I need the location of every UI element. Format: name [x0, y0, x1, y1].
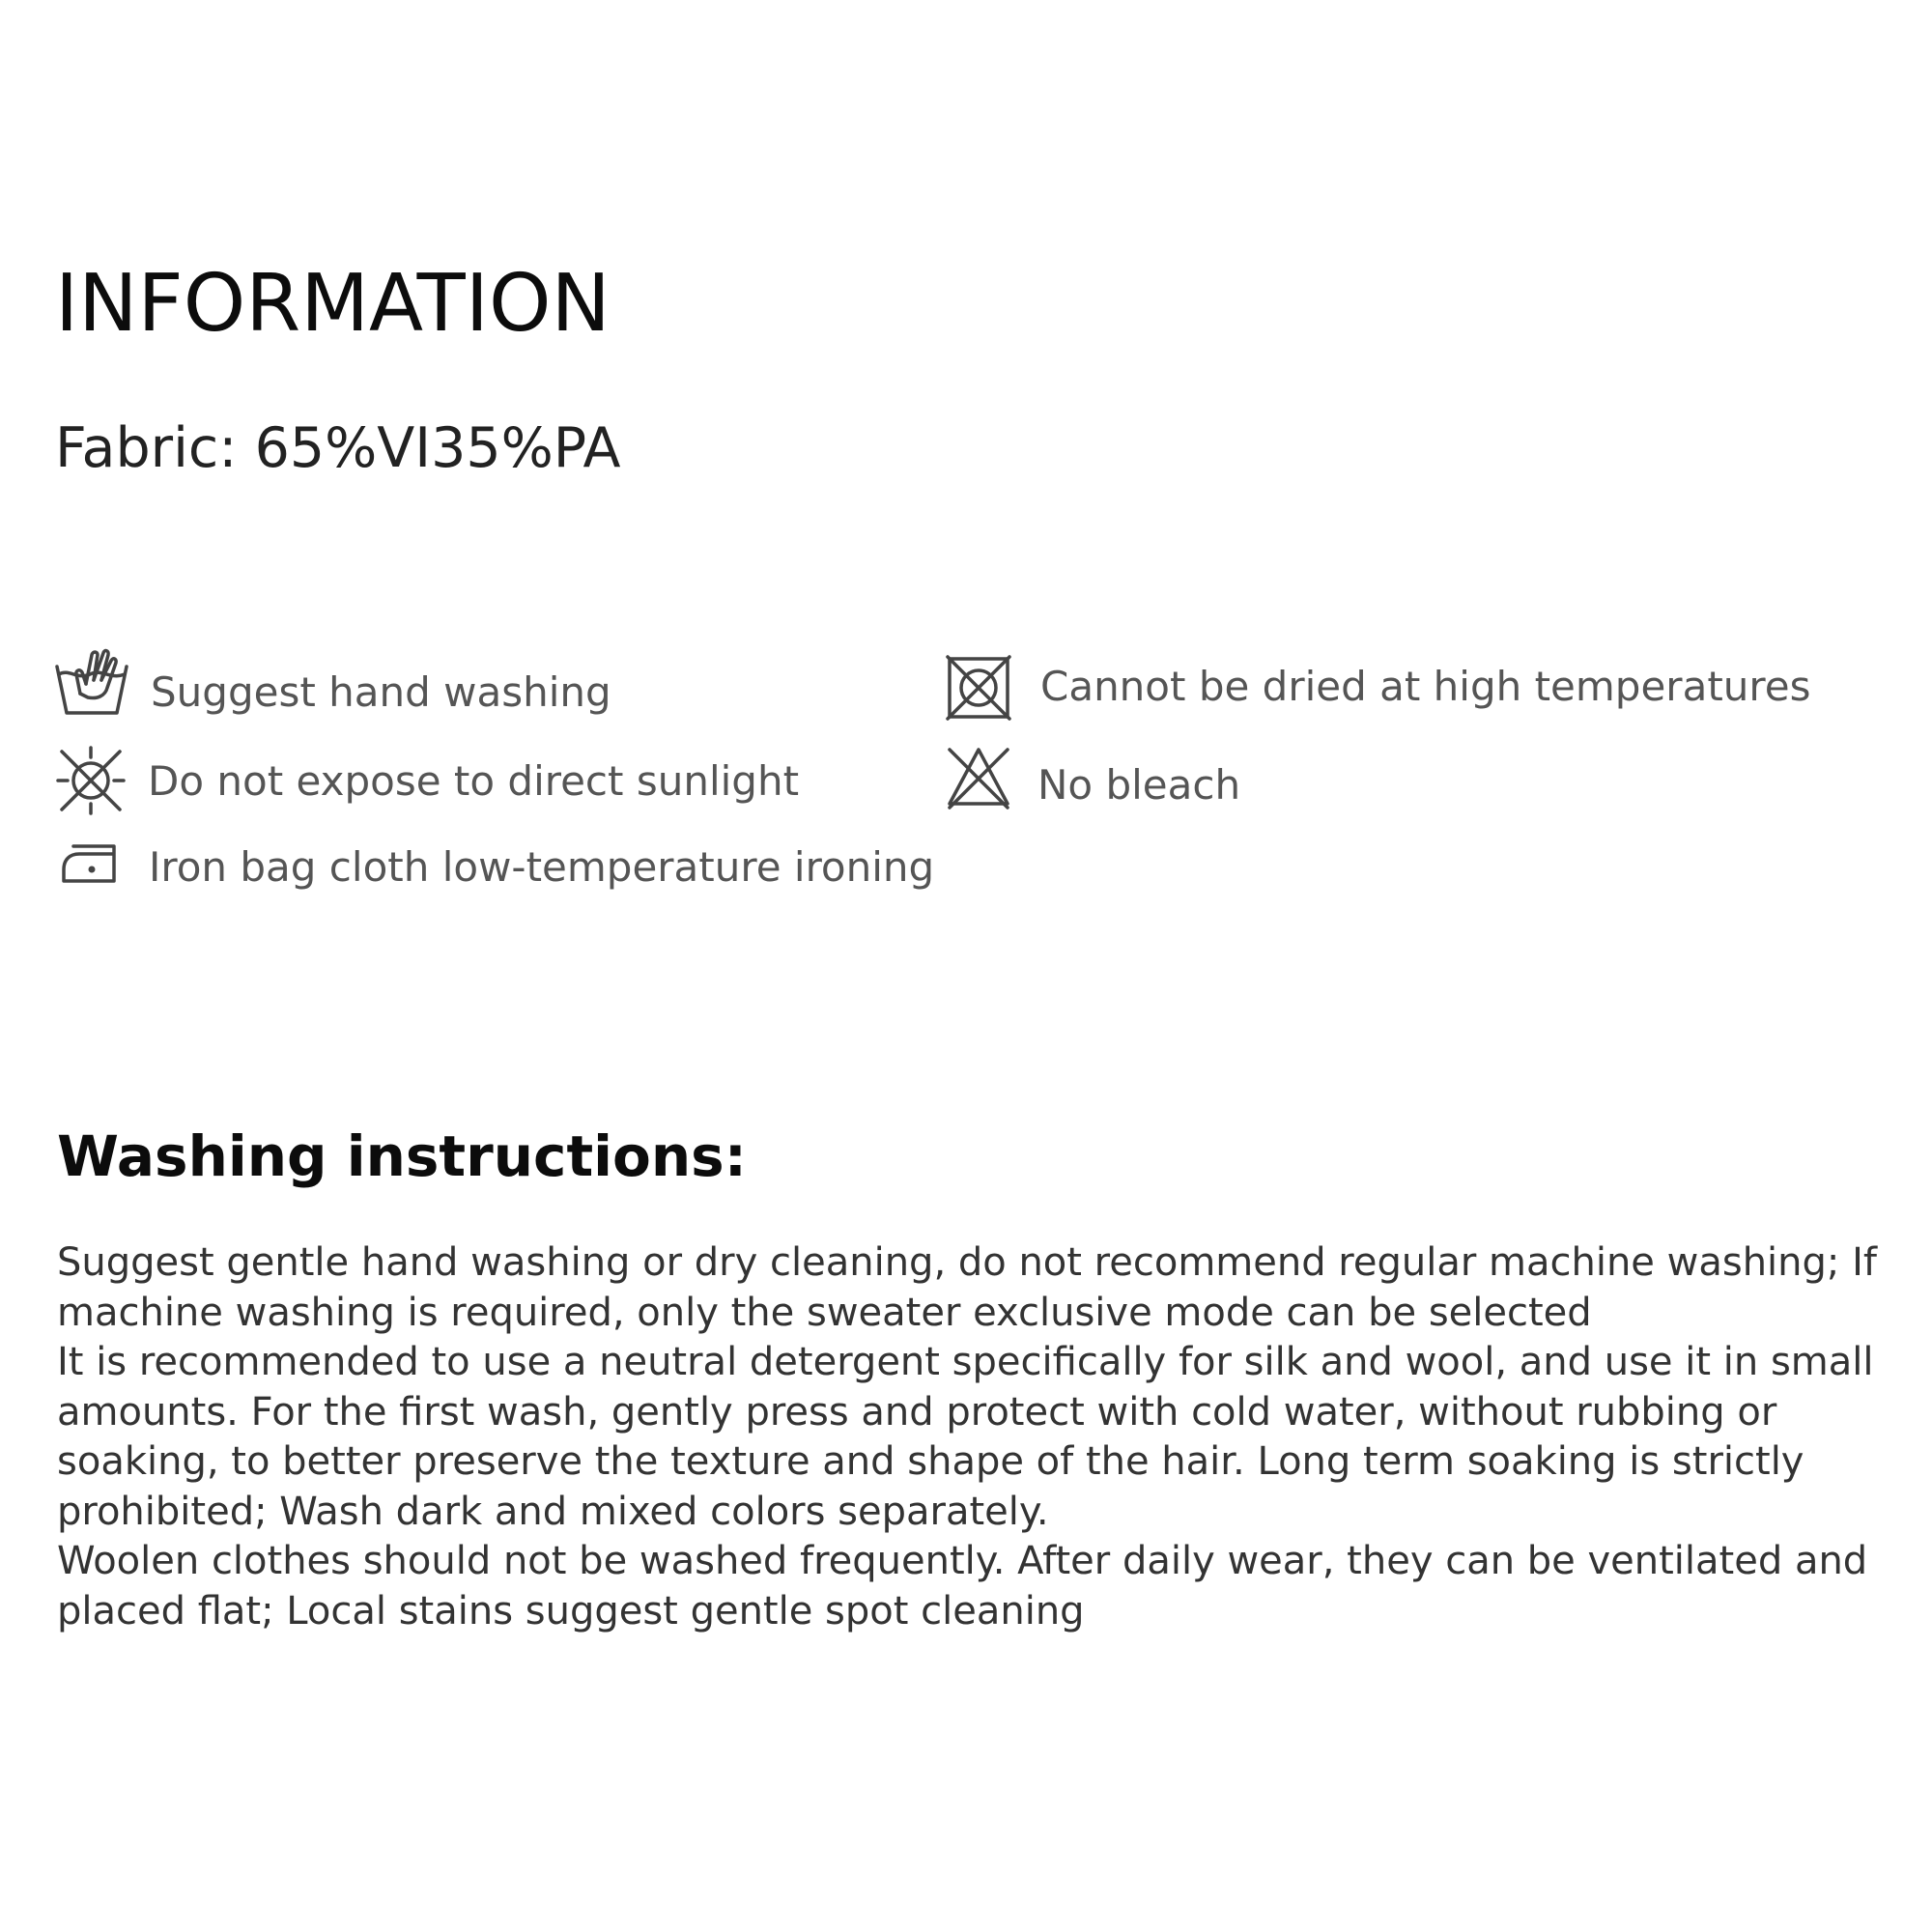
- care-label-iron-low: Iron bag cloth low-temperature ironing: [149, 843, 935, 891]
- iron-low-icon: [60, 840, 120, 885]
- care-item-hand-wash: [53, 645, 923, 723]
- washing-instructions-heading: [57, 1123, 747, 1189]
- washing-heading-text: Washing instructions:: [57, 1123, 747, 1189]
- washing-line: prohibited; Wash dark and mixed colors separately.: [57, 1489, 1049, 1534]
- care-item-no-bleach: [946, 746, 1622, 823]
- care-label-hand-wash: Suggest hand washing: [151, 668, 611, 716]
- no-sunlight-icon: [56, 746, 126, 815]
- care-label-no-sunlight: Do not expose to direct sunlight: [148, 757, 800, 805]
- washing-line: Woolen clothes should not be washed frequently. After daily wear, they can be ventilated and: [57, 1539, 1868, 1583]
- care-label-no-bleach: No bleach: [1037, 761, 1241, 809]
- care-label-no-tumble-dry: Cannot be dried at high temperatures: [1040, 663, 1811, 710]
- care-item-no-tumble-dry: [946, 655, 1873, 732]
- washing-line: Suggest gentle hand washing or dry cleaning, do not recommend regular machine washing; If: [57, 1240, 1877, 1285]
- washing-line: placed flat; Local stains suggest gentle spot cleaning: [57, 1588, 1085, 1634]
- care-item-no-sunlight: [56, 746, 925, 823]
- washing-line: It is recommended to use a neutral detergent specifically for silk and wool, and use it in small: [57, 1340, 1874, 1384]
- no-bleach-icon: [946, 746, 1011, 810]
- no-tumble-dry-icon: [946, 655, 1011, 721]
- page-title: INFORMATION: [55, 258, 611, 350]
- washing-line: amounts. For the first wash, gently press and protect with cold water, without rubbing or: [57, 1389, 1777, 1435]
- washing-line: machine washing is required, only the sweater exclusive mode can be selected: [57, 1290, 1592, 1335]
- washing-instructions-body: [57, 1238, 1892, 1636]
- washing-line: soaking, to better preserve the texture and shape of the hair. Long term soaking is strictly: [57, 1439, 1804, 1484]
- care-item-iron-low: [60, 840, 1026, 908]
- fabric-composition: Fabric: 65%VI35%PA: [55, 416, 621, 480]
- hand-wash-icon: [53, 645, 132, 717]
